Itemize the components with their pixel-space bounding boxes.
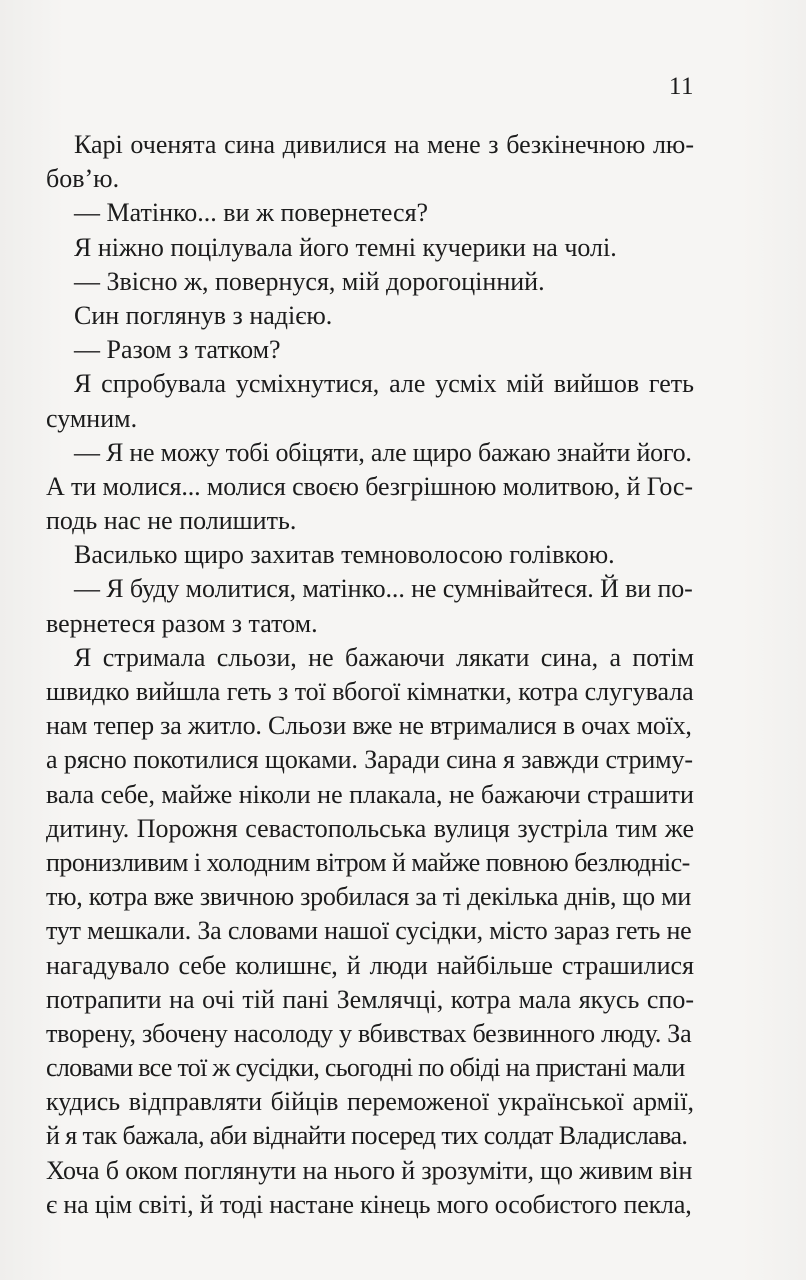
text-line: Я спробувала усміхнутися, але усміх мій вийшов геть — [74, 369, 694, 399]
body-text — [46, 128, 694, 1222]
text-line: творену, збочену насолоду у вбивствах безвинного люду. За — [46, 1018, 692, 1048]
text-line: сумним. — [46, 403, 138, 433]
text-line: Я стримала сльози, не бажаючи лякати сина, а потім — [74, 642, 694, 672]
text-line: вернетеся разом з татом. — [46, 608, 318, 638]
text-line: кудись відправляти бійців переможеної української армії, — [46, 1087, 694, 1117]
text-line: тут мешкали. За словами нашої сусідки, місто зараз геть не — [46, 916, 692, 946]
text-line: словами все тої ж сусідки, сьогодні по обіді на пристані мали — [46, 1053, 685, 1083]
text-line: — Я не можу тобі обіцяти, але щиро бажаю знайти його. — [74, 437, 692, 467]
text-line: й я так бажала, аби віднайти посеред тих солдат Владислава. — [46, 1121, 688, 1151]
text-line: тю, котра вже звичною зробилася за ті декілька днів, що ми — [46, 882, 691, 912]
text-line: — Разом з татком? — [74, 335, 281, 365]
text-line: — Я буду молитися, матінко... не сумнівайтеся. Й ви по- — [74, 574, 693, 604]
text-line: вала себе, майже ніколи не плакала, не бажаючи страшити — [46, 779, 694, 809]
text-line: подь нас не полишить. — [46, 506, 297, 536]
text-line: Хоча б оком поглянути на нього й зрозуміти, що живим він — [46, 1155, 693, 1185]
text-line: дитину. Порожня севастопольська вулиця зустріла тим же — [46, 813, 694, 843]
text-line: потрапити на очі тій пані Землячці, котра мала якусь спо- — [46, 984, 694, 1014]
text-line: є на цім світі, й тоді настане кінець мого особистого пекла, — [46, 1189, 692, 1219]
text-line: Син поглянув з надією. — [74, 300, 333, 330]
text-line: пронизливим і холодним вітром й майже повною безлюдніс- — [46, 847, 690, 877]
text-line: швидко вийшла геть з тої вбогої кімнатки, котра слугувала — [46, 677, 694, 706]
text-line: Я ніжно поцілувала його темні кучерики на чолі. — [74, 232, 617, 262]
text-line: Василько щиро захитав темноволосою голівкою. — [74, 540, 615, 570]
text-line: нам тепер за житло. Сльози вже не втрималися в очах моїх, — [46, 711, 692, 741]
text-line: — Матінко... ви ж повернетеся? — [74, 198, 429, 228]
text-line: — Звісно ж, повернуся, мій дорогоцінний. — [74, 266, 545, 296]
page-number: 11 — [668, 73, 694, 100]
text-line: нагадувало себе колишнє, й люди найбільше страшилися — [46, 950, 694, 980]
text-line: А ти молися... молися своєю безгрішною молитвою, й Гос- — [46, 471, 693, 501]
text-line: бов’ю. — [46, 164, 120, 194]
text-line: Карі оченята сина дивилися на мене з безкінечною лю- — [74, 130, 694, 159]
text-line: а рясно покотилися щоками. Заради сина я завжди стриму- — [46, 745, 693, 775]
